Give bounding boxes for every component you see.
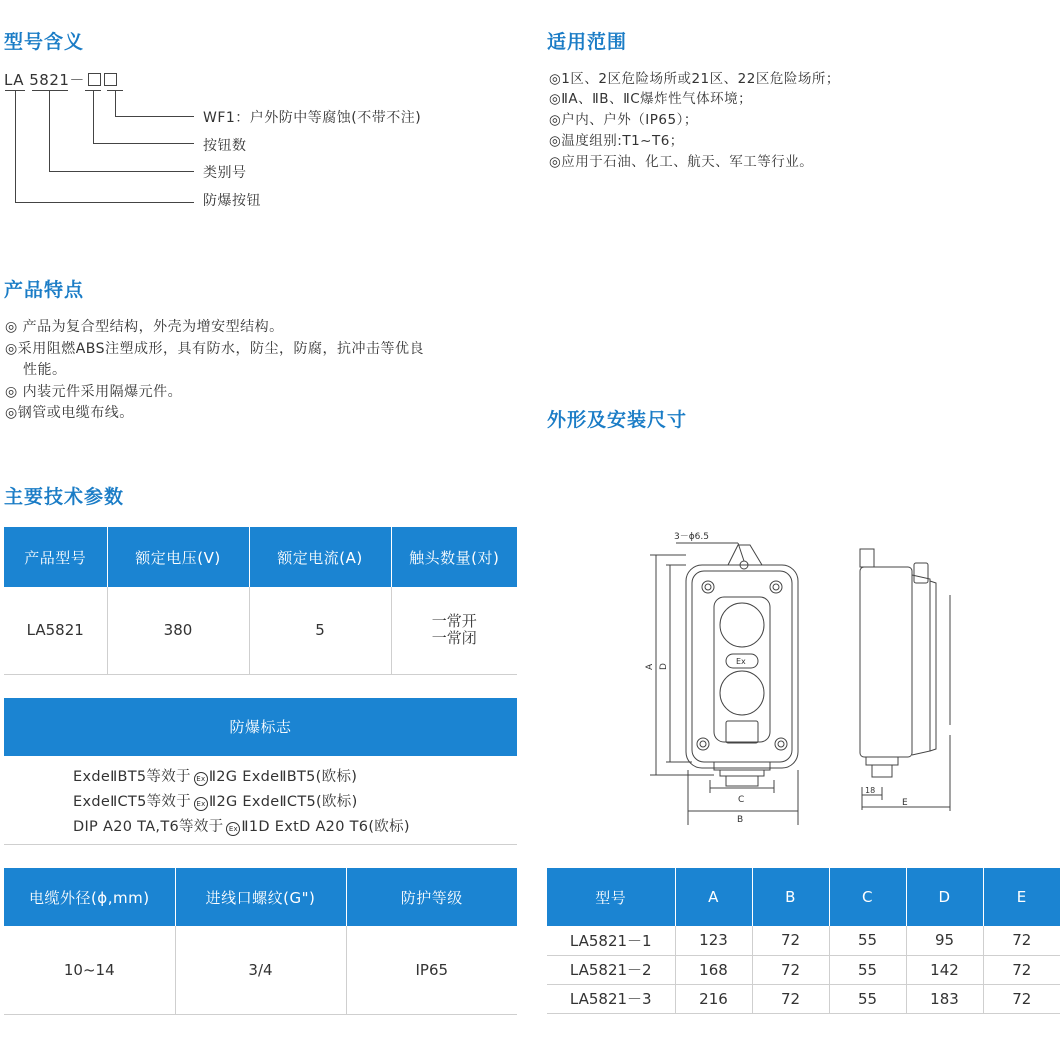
- marking-post: Ⅱ2G ExdeⅡCT5(欧标): [209, 794, 358, 810]
- cable-table: [4, 868, 517, 1015]
- dim-b-label: B: [737, 815, 744, 825]
- dims-cell: 72: [983, 926, 1060, 955]
- feature-item: ◎ 内装元件采用隔爆元件。: [5, 384, 183, 400]
- dim-18-label: 18: [865, 786, 876, 795]
- dim-d-label: D: [659, 663, 669, 670]
- feature-item: ◎采用阻燃ABS注塑成形，具有防水，防尘，防腐，抗冲击等优良: [5, 341, 425, 357]
- feature-item: ◎ 产品为复合型结构，外壳为增安型结构。: [5, 319, 284, 335]
- dim-c-label: C: [738, 795, 745, 805]
- cable-header-row: [4, 868, 517, 926]
- scope-item: ◎ⅡA、ⅡB、ⅡC爆炸性气体环境；: [549, 91, 753, 107]
- legend-explosion-proof: 防爆按钮: [203, 193, 261, 209]
- params-contacts-cell: [391, 587, 517, 674]
- dims-cell: LA5821－3: [547, 984, 675, 1013]
- dims-cell: 55: [829, 955, 906, 984]
- params-header-cell: 额定电压(V): [107, 527, 249, 587]
- dims-cell: 72: [752, 926, 829, 955]
- scope-item: ◎温度组别:T1~T6；: [549, 133, 684, 149]
- dims-cell: 168: [675, 955, 752, 984]
- dims-cell: LA5821－2: [547, 955, 675, 984]
- marking-post: Ⅱ1D ExtD A20 T6(欧标): [241, 819, 410, 835]
- dims-cell: 55: [829, 926, 906, 955]
- dims-cell: 55: [829, 984, 906, 1013]
- dims-header-cell: D: [906, 868, 983, 926]
- table-row: [547, 984, 1060, 1013]
- cable-header-cell: 进线口螺纹(G"): [175, 868, 346, 926]
- marking-line: [73, 815, 410, 836]
- cable-thread-cell: 3/4: [175, 926, 346, 1014]
- side-body-outline: [860, 567, 912, 757]
- params-header-cell: 产品型号: [4, 527, 107, 587]
- dims-cell: 123: [675, 926, 752, 955]
- dimension-table: [547, 868, 1060, 1014]
- dimensions-title: 外形及安装尺寸: [547, 409, 688, 431]
- model-code: [4, 69, 117, 90]
- marking-header: 防爆标志: [4, 698, 517, 756]
- button-top: [720, 603, 764, 647]
- feature-item-cont: 性能。: [23, 362, 67, 378]
- dims-header-cell: B: [752, 868, 829, 926]
- dim-a-label: A: [645, 663, 655, 670]
- dims-cell: 72: [752, 984, 829, 1013]
- params-header-cell: 额定电流(A): [249, 527, 391, 587]
- cable-data-row: [4, 926, 517, 1014]
- ex-mark-label: Ex: [736, 657, 746, 666]
- table-row: [547, 926, 1060, 955]
- params-data-row: [4, 587, 517, 674]
- dims-cell: 95: [906, 926, 983, 955]
- features-title: 产品特点: [4, 279, 85, 301]
- marking-pre: ExdeⅡCT5等效于: [73, 794, 192, 810]
- table-row: [547, 955, 1060, 984]
- legend-category: 类别号: [203, 165, 247, 181]
- button-bottom: [720, 671, 764, 715]
- params-voltage-cell: 380: [107, 587, 249, 674]
- dims-cell: 72: [983, 984, 1060, 1013]
- dims-cell: 142: [906, 955, 983, 984]
- dims-cell: 72: [752, 955, 829, 984]
- marking-pre: ExdeⅡBT5等效于: [73, 769, 191, 785]
- dims-header-cell: A: [675, 868, 752, 926]
- cable-header-cell: 防护等级: [346, 868, 517, 926]
- params-title: 主要技术参数: [4, 486, 125, 508]
- marking-divider: [4, 844, 517, 845]
- params-header-row: [4, 527, 517, 587]
- top-mounting-ear: [728, 545, 762, 565]
- params-table: [4, 527, 517, 675]
- params-header-cell: 触头数量(对): [391, 527, 517, 587]
- ex-symbol-icon: Ex: [194, 797, 208, 811]
- hole-spec-label: 3－ϕ6.5: [674, 532, 709, 542]
- params-model-cell: LA5821: [4, 587, 107, 674]
- dims-header-cell: E: [983, 868, 1060, 926]
- legend-wf1: WF1：户外防中等腐蚀(不带不注): [203, 110, 422, 126]
- marking-pre: DIP A20 TA,T6等效于: [73, 819, 224, 835]
- ex-symbol-icon: Ex: [194, 772, 208, 786]
- dims-cell: 216: [675, 984, 752, 1013]
- cable-diameter-cell: 10~14: [4, 926, 175, 1014]
- code-box-1: [88, 73, 101, 86]
- params-current-cell: 5: [249, 587, 391, 674]
- dims-cell: 183: [906, 984, 983, 1013]
- code-box-2: [104, 73, 117, 86]
- dims-header-row: [547, 868, 1060, 926]
- contacts-no: 一常开: [431, 612, 477, 631]
- feature-item: ◎钢管或电缆布线。: [5, 405, 134, 421]
- dims-header-cell: C: [829, 868, 906, 926]
- dim-e-label: E: [902, 798, 908, 808]
- ex-symbol-icon: Ex: [226, 822, 240, 836]
- scope-item: ◎1区、2区危险场所或21区、22区危险场所；: [549, 71, 840, 87]
- contacts-nc: 一常闭: [431, 629, 477, 648]
- dims-header-cell: 型号: [547, 868, 675, 926]
- dimension-drawing: [640, 525, 970, 835]
- model-code-text: LA 5821－: [4, 71, 85, 89]
- marking-line: [73, 790, 358, 811]
- model-meaning-title: 型号含义: [4, 31, 85, 53]
- marking-line: [73, 765, 357, 786]
- marking-post: Ⅱ2G ExdeⅡBT5(欧标): [208, 769, 358, 785]
- dims-cell: LA5821－1: [547, 926, 675, 955]
- legend-button-count: 按钮数: [203, 138, 247, 154]
- scope-title: 适用范围: [547, 31, 628, 53]
- dims-cell: 72: [983, 955, 1060, 984]
- scope-item: ◎户内、户外（IP65）；: [549, 112, 698, 128]
- cable-protection-cell: IP65: [346, 926, 517, 1014]
- cable-header-cell: 电缆外径(ϕ,mm): [4, 868, 175, 926]
- scope-item: ◎应用于石油、化工、航天、军工等行业。: [549, 154, 814, 170]
